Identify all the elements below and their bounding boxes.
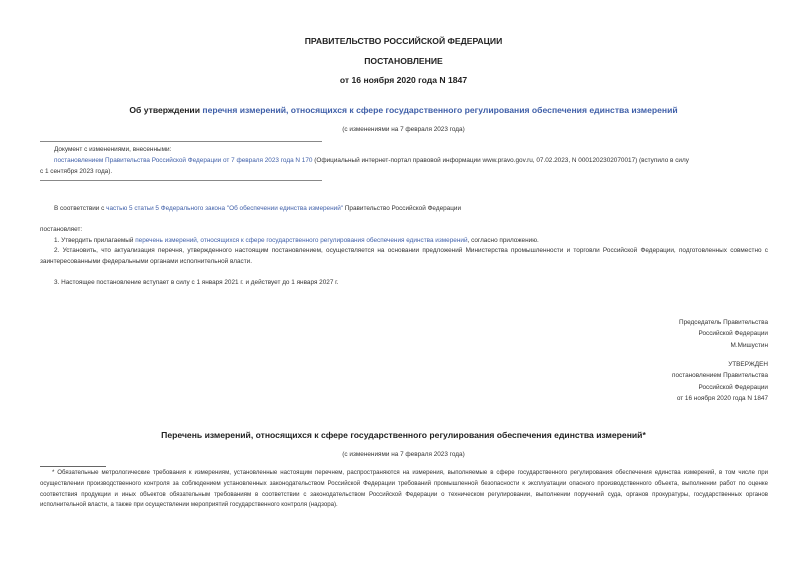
preamble-suffix: Правительство Российской Федерации [343, 205, 462, 212]
item-3: 3. Настоящее постановление вступает в силу с 1 января 2021 г. и действует до 1 января 2027 г. [54, 279, 339, 286]
postanovlyaet: постановляет: [40, 226, 83, 233]
amendments-note: (с изменениями на 7 февраля 2023 года) [342, 126, 465, 133]
document-title [0, 105, 807, 115]
signature-line3: М.Мишустин [730, 341, 768, 349]
amendment-link[interactable]: постановлением Правительства Российской Федерации от 7 февраля 2023 года N 170 [54, 157, 313, 164]
item-1-prefix: 1. Утвердить прилагаемый [54, 237, 136, 244]
item-1-suffix: , согласно приложению. [467, 237, 539, 244]
amendments-box-line3: с 1 сентября 2023 года). [40, 168, 113, 175]
approval-line4: от 16 ноября 2020 года N 1847 [676, 395, 768, 403]
amendments-box [40, 144, 768, 177]
signature-block [679, 317, 768, 351]
signature-line1: Председатель Правительства [679, 319, 768, 326]
list-amendments-note: (с изменениями на 7 февраля 2023 года) [342, 451, 465, 458]
amendment-rest: (Официальный интернет-портал правовой информации www.pravo.gov.ru, 07.02.2023, N 0001202302070017) (вступило в силу [312, 157, 689, 164]
approval-line1: УТВЕРЖДЕН [728, 361, 768, 368]
document-title-link[interactable]: перечня измерений, относящихся к сфере государственного регулирования обеспечения единства измерений [202, 105, 678, 115]
divider-bottom [40, 180, 322, 181]
approval-block [672, 359, 768, 405]
footnote: * Обязательные метрологические требования к измерениям, установленные настоящим перечнем, распространяются на измерения, выполняемые в сфере государственного регулирования обеспечения единства измерений, в том числе при осуществлении производственного контроля за соблюдением установленных законодательством Российской Федерации требований промышленной безопасности к эксплуатации опасного производственного объекта, выполнении работ по оценке соответствия продукции и иных объектов обязательным требованиям в соответствии с законодательством Российской Федерации о техническом регулировании, выполнении поручений суда, органов прокуратуры, государственных органов исполнительной власти, а также при осуществлении мероприятий государственного контроля (надзора). [40, 469, 768, 509]
signature-line2: Российской Федерации [698, 330, 768, 338]
document-title-prefix: Об утверждении [129, 105, 203, 115]
preamble-prefix: В соответствии с [54, 205, 107, 212]
approval-line3: Российской Федерации [698, 383, 768, 391]
amendments-box-line2 [40, 155, 768, 166]
amendments-box-line1: Документ с изменениями, внесенными: [54, 146, 172, 153]
footnote-divider [40, 466, 106, 467]
government-heading: ПРАВИТЕЛЬСТВО РОССИЙСКОЙ ФЕДЕРАЦИИ [304, 36, 503, 46]
approval-line2: постановлением Правительства [672, 372, 768, 380]
preamble [40, 203, 768, 214]
item-2: 2. Установить, что актуализация перечня, утвержденного настоящим постановлением, осуществляется на основании предложений Министерства промышленности и торговли Российской Федерации, подготовленных совместно с заинтересованными федеральными органами исполнительной власти. [40, 247, 768, 265]
document-type: ПОСТАНОВЛЕНИЕ [364, 56, 443, 66]
list-title: Перечень измерений, относящихся к сфере государственного регулирования обеспечения единства измерений* [161, 430, 646, 440]
document-date-number: от 16 ноября 2020 года N 1847 [339, 75, 468, 85]
item-1-link[interactable]: перечень измерений, относящихся к сфере государственного регулирования обеспечения единства измерений [135, 237, 468, 244]
divider-top [40, 141, 322, 142]
preamble-link[interactable]: частью 5 статьи 5 Федерального закона "Об обеспечении единства измерений" [106, 205, 344, 212]
